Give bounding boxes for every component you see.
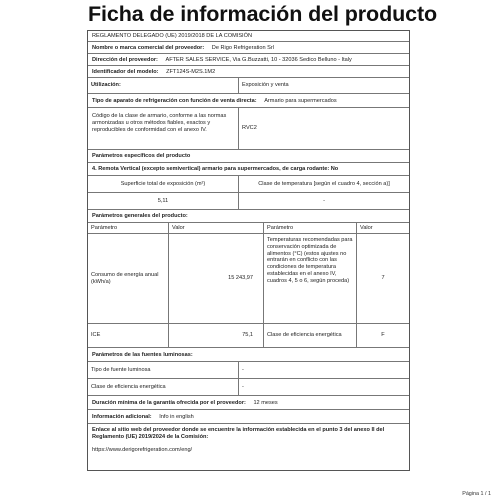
header-parameter-1: Parámetro xyxy=(91,224,118,231)
display-area-header-row xyxy=(88,176,409,193)
model-row xyxy=(88,66,409,78)
additional-info-row xyxy=(88,410,409,424)
remote-title: 4. Remota Vertical (excepto semivertical) armario para supermercados, de carga rodante: No xyxy=(92,166,339,172)
supplier-name-row xyxy=(88,42,409,54)
cabinet-code-row xyxy=(88,108,409,150)
supplier-address-value: AFTER SALES SERVICE, Via G.Buzzatti, 10 - 32036 Sedico Belluno - Italy xyxy=(165,57,352,63)
cabinet-code-value: RVC2 xyxy=(242,125,257,132)
general-params-row xyxy=(88,210,409,223)
product-info-sheet xyxy=(87,30,410,471)
light-params-title: Parámetros de las fuentes luminosas: xyxy=(92,352,193,358)
warranty-label: Duración mínima de la garantía ofrecida por el proveedor: xyxy=(92,400,246,406)
recommended-temp-value: 7 xyxy=(381,275,385,282)
display-area-value-row xyxy=(88,193,409,210)
warranty-value: 12 meses xyxy=(253,400,278,406)
supplier-name-value: De Rigo Refrigeration Srl xyxy=(211,45,274,51)
energy-class-value: F xyxy=(381,332,385,339)
remote-row xyxy=(88,163,409,176)
additional-info-label: Información adicional: xyxy=(92,414,152,420)
light-params-row xyxy=(88,348,409,362)
page-title: Ficha de información del producto xyxy=(88,2,438,26)
light-type-label: Tipo de fuente luminosa xyxy=(91,366,151,373)
temp-class-value: - xyxy=(323,197,325,204)
recommended-temp-label: Temperaturas recomendadas para conservación optimizada de alimentos (°C) (estos ajustes no entrarán en conflicto con las condiciones de temperatura establecidas en el anexo IV, cuadros 4, 5 o 6, según proceda) xyxy=(267,237,353,284)
eei-value: 75,1 xyxy=(242,332,253,339)
website-row xyxy=(88,424,409,470)
appliance-type-value: Armario para supermercados xyxy=(264,98,337,104)
specific-params-title: Parámetros específicos del producto xyxy=(92,153,191,159)
light-class-row xyxy=(88,379,409,396)
use-label: Utilización: xyxy=(91,82,121,89)
energy-row xyxy=(88,234,409,324)
supplier-name-label: Nombre o marca comercial del proveedor: xyxy=(92,45,205,51)
light-type-row xyxy=(88,362,409,379)
header-value-2: Valor xyxy=(360,224,373,231)
light-type-value: - xyxy=(242,366,244,373)
display-area-value: 5,11 xyxy=(157,197,169,204)
eei-label: ICE xyxy=(91,332,101,339)
model-label: Identificador del modelo: xyxy=(92,69,159,75)
energy-label: Consumo de energía anual (kWh/a) xyxy=(91,271,159,285)
regulation-row xyxy=(88,31,409,42)
page-number: Página 1 / 1 xyxy=(462,491,491,497)
website-link[interactable]: https://www.derigorefrigeration.com/eng/ xyxy=(92,447,193,454)
supplier-address-label: Dirección del proveedor: xyxy=(92,57,158,63)
header-parameter-2: Parámetro xyxy=(267,224,294,231)
energy-class-label: Clase de eficiencia energética xyxy=(267,332,342,339)
header-value-1: Valor xyxy=(172,224,185,231)
appliance-type-row xyxy=(88,94,409,108)
temp-class-label: Clase de temperatura [según el cuadro 4, sección a)] xyxy=(258,180,390,187)
website-label: Enlace al sitio web del proveedor donde se encuentre la información establecida en el punto 3 del anexo II del Reglamento (UE) 2019/2024 de la Comisión: xyxy=(92,427,385,441)
specific-params-row xyxy=(88,150,409,163)
energy-value: 15 243,97 xyxy=(228,275,253,282)
model-value: ZFT124S-M2S.1M2 xyxy=(166,69,216,75)
appliance-type-label: Tipo de aparato de refrigeración con función de venta directa: xyxy=(92,98,257,104)
general-header-row xyxy=(88,223,409,234)
display-area-label: Superficie total de exposición (m²) xyxy=(120,180,206,187)
general-params-title: Parámetros generales del producto: xyxy=(92,213,188,219)
use-value: Exposición y venta xyxy=(242,82,289,89)
regulation-text: REGLAMENTO DELEGADO (UE) 2019/2018 DE LA COMISIÓN xyxy=(92,33,252,39)
light-class-label: Clase de eficiencia energética xyxy=(91,383,166,390)
eei-row xyxy=(88,324,409,348)
cabinet-code-text: Código de la clase de armario, conforme a las normas armonizadas u otros métodos fiables, exactos y reproducibles de conformidad con el anexo IV. xyxy=(92,113,227,133)
light-class-value: - xyxy=(242,383,244,390)
warranty-row xyxy=(88,396,409,410)
additional-info-value: Info in english xyxy=(159,414,194,420)
use-row xyxy=(88,78,409,94)
supplier-address-row xyxy=(88,54,409,66)
